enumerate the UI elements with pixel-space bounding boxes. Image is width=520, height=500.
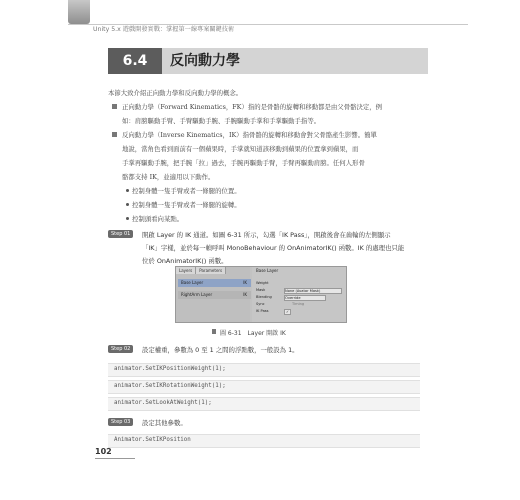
sub-bullet-dot bbox=[126, 217, 129, 220]
step-badge: Step 03 bbox=[108, 418, 133, 426]
prop-blending-label: Blending bbox=[256, 295, 272, 299]
step-text: 開啟 Layer 的 IK 通道。如圖 6-31 所示，勾選「IK Pass」，開啟後會在齒輪的左側顯示 bbox=[142, 231, 391, 239]
figure-screenshot bbox=[175, 266, 347, 323]
prop-mask-value[interactable]: None (Avatar Mask) bbox=[284, 288, 342, 294]
code-line bbox=[108, 380, 420, 394]
layers-panel bbox=[176, 267, 250, 322]
prop-weight-label: Weight bbox=[256, 281, 269, 285]
layer-row-base[interactable] bbox=[178, 279, 251, 287]
bullet-fk-line: 如：肩膀驅動手臂、手臂驅動手腕、手腕驅動手掌和手掌驅動手指等。 bbox=[122, 117, 321, 125]
prop-sync-label: Sync bbox=[256, 302, 265, 306]
code-line bbox=[108, 363, 420, 377]
sub-bullet-item: 控制身體一隻手臂或者一條腿的旋轉。 bbox=[132, 201, 241, 209]
prop-mask-label: Mask bbox=[256, 288, 266, 292]
step-text: 設定其他參數。 bbox=[142, 419, 187, 427]
code-text: Animator.SetIKPosition bbox=[114, 437, 191, 443]
sub-bullet-item: 控制身體一隻手臂或者一條腿的位置。 bbox=[132, 187, 241, 195]
bullet-square bbox=[112, 132, 117, 137]
bullet-fk-line: 正向動力學（Forward Kinematics，FK）指的是骨骼的旋轉和移動都是由父骨骼決定，例 bbox=[122, 103, 383, 111]
layer-row-rightarm[interactable] bbox=[178, 291, 251, 299]
step-badge: Step 01 bbox=[108, 230, 133, 238]
layer-name: RightArm Layer bbox=[181, 292, 213, 297]
step-text: 位於 OnAnimatorIK() 函數。 bbox=[142, 257, 228, 265]
tab-layers[interactable]: Layers bbox=[176, 267, 196, 274]
header-tab-marker bbox=[68, 0, 90, 24]
code-line bbox=[108, 397, 420, 411]
bullet-ik-line: 手掌再驅動手腕，把手腕「拉」過去，手腕再驅動手臂，手臂再驅動肩膀。任何人形骨 bbox=[122, 159, 365, 167]
tab-parameters[interactable]: Parameters bbox=[196, 267, 226, 274]
bullet-ik-line: 骼都支持 IK，並適用以下動作。 bbox=[122, 173, 215, 181]
settings-title: Base Layer bbox=[256, 268, 279, 273]
step-text: 設定權重，參數為 0 至 1 之間的浮點數，一般設為 1。 bbox=[142, 346, 299, 354]
bullet-ik-line: 地說，當角色看到面前有一個蘋果時，手掌就知道該移動到蘋果的位置拿到蘋果，而 bbox=[122, 145, 359, 153]
bullet-ik-line: 反向動力學（Inverse Kinematics，IK）指骨骼的旋轉和移動會對父骨骼產生影響。簡單 bbox=[122, 131, 377, 139]
step-badge: Step 02 bbox=[108, 345, 133, 353]
prop-ikpass-checkbox[interactable]: ✓ bbox=[285, 310, 289, 314]
layer-name: Base Layer bbox=[181, 280, 204, 285]
prop-blending-value[interactable]: Override bbox=[284, 295, 326, 301]
section-title: 反向動力學 bbox=[170, 53, 240, 69]
caption-icon bbox=[212, 329, 216, 334]
ik-badge: IK bbox=[243, 280, 247, 285]
layer-settings-panel bbox=[252, 267, 346, 322]
header-breadcrumb: Unity 5.x 遊戲開發實戰：掌握第一線專案關鍵技術 bbox=[93, 26, 235, 33]
page-number-rule bbox=[95, 458, 135, 459]
section-number: 6.4 bbox=[108, 48, 162, 74]
page-number: 102 bbox=[95, 447, 112, 456]
code-text: animator.SetLookAtWeight(1); bbox=[114, 400, 212, 406]
prop-sync-value[interactable]: Timing bbox=[292, 302, 305, 306]
step-text: 「IK」字樣，並於每一幀呼叫 MonoBehaviour 的 OnAnimatorIK() 函數。IK 的處理也只能 bbox=[142, 244, 405, 252]
panel-tabs bbox=[176, 267, 226, 274]
sub-bullet-dot bbox=[126, 203, 129, 206]
code-text: animator.SetIKRotationWeight(1); bbox=[114, 383, 226, 389]
code-text: animator.SetIKPositionWeight(1); bbox=[114, 366, 226, 372]
code-line bbox=[108, 434, 420, 448]
figure-caption: 圖 6-31 Layer 開啟 IK bbox=[220, 330, 286, 337]
intro-paragraph: 本節大致介紹正向動力學和反向動力學的概念。 bbox=[108, 89, 243, 97]
bullet-square bbox=[112, 104, 117, 109]
sub-bullet-dot bbox=[126, 189, 129, 192]
sub-bullet-item: 控制頭看向某點。 bbox=[132, 215, 184, 223]
ik-badge: IK bbox=[243, 292, 247, 297]
prop-ikpass-label: IK Pass bbox=[256, 309, 269, 313]
